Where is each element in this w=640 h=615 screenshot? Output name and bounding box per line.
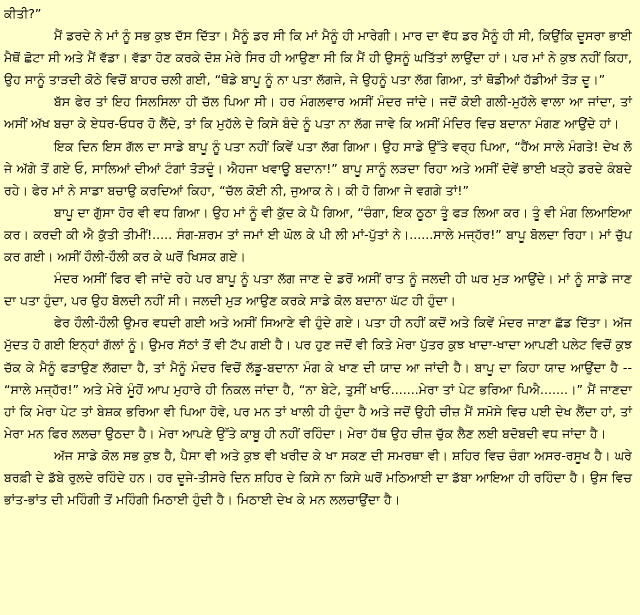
paragraph-5: ਬਾਪੂ ਦਾ ਗੁੱਸਾ ਹੋਰ ਵੀ ਵਧ ਗਿਆ। ਉਹ ਮਾਂ ਨੂੰ ਵੀ ਕੁੱਦ ਕੇ ਪੈ ਗਿਆ, “ਚੰਗਾ, ਇਕ ਠੂਠਾ ਤੂੰ ਫੜ ਲਿਆ ਕਰ। ਤੂੰ ਵੀ ਮੰਗ ਲਿਆਇਆ ਕਰ। ਕਰਦੀ ਕੀ ਐ ਕੁੱਤੀ ਤੀਮੀਂ!..... ਸੰਗ-ਸ਼ਰਮ ਤਾਂ ਜਮਾਂ ਈ ਘੋਲ ਕੇ ਪੀ ਲੀ ਮਾਂ-ਪੁੱਤਾਂ ਨੇ।......ਸਾਲੇ ਮਜ੍ਹੱਰ!” ਬਾਪੂ ਬੋਲਦਾ ਰਿਹਾ। ਮਾਂ ਚੁੱਪ ਕਰ ਗਈ। ਅਸੀਂ ਹੌਲੀ-ਹੌਲੀ ਕਰ ਕੇ ਘਰੋਂ ਖਿਸਕ ਗਏ। [4,204,632,265]
paragraph-6: ਮੰਦਰ ਅਸੀਂ ਫਿਰ ਵੀ ਜਾਂਦੇ ਰਹੇ ਪਰ ਬਾਪੂ ਨੂੰ ਪਤਾ ਲੱਗ ਜਾਣ ਦੇ ਡਰੋਂ ਅਸੀਂ ਰਾਤ ਨੂੰ ਜਲਦੀ ਹੀ ਘਰ ਮੁੜ ਆਉਂਦੇ। ਮਾਂ ਨੂੰ ਸਾਡੇ ਜਾਣ ਦਾ ਪਤਾ ਹੁੰਦਾ, ਪਰ ਉਹ ਬੋਲਦੀ ਨਹੀਂ ਸੀ। ਜਲਦੀ ਮੁੜ ਆਉਣ ਕਰਕੇ ਸਾਡੇ ਕੋਲ ਬਦਾਨਾ ਘੱਟ ਹੀ ਹੁੰਦਾ। [4,271,632,309]
paragraph-4: ਇਕ ਦਿਨ ਇਸ ਗੱਲ ਦਾ ਸਾਡੇ ਬਾਪੂ ਨੂੰ ਪਤਾ ਨਹੀਂ ਕਿਵੇਂ ਪਤਾ ਲੱਗ ਗਿਆ। ਉਹ ਸਾਡੇ ਉੱਤੇ ਵਰ੍ਹ ਪਿਆ, “ਹੈਂਅ ਸਾਲੇ ਮੰਗਤੇ! ਦੇਖ ਲੋ ਜੇ ਅੱਗੇ ਤੋਂ ਗਏ ਓ, ਸਾਲਿਆਂ ਦੀਆਂ ਟੰਗਾਂ ਤੋੜਦੂੰ। ਐਹਜਾ ਖਵਾਊ ਬਦਾਨਾ!” ਬਾਪੂ ਸਾਨੂੰ ਲੜਦਾ ਰਿਹਾ ਅਤੇ ਅਸੀਂ ਦੋਵੇਂ ਭਾਈ ਖੜ੍ਹੇ ਡਰਦੇ ਕੰਬਦੇ ਰਹੇ। ਫੇਰ ਮਾਂ ਨੇ ਸਾਡਾ ਬਚਾਉ ਕਰਦਿਆਂ ਕਿਹਾ, “ਚੱਲ ਕੋਈ ਨੀ, ਜੁਆਕ ਨੇ। ਕੀ ਹੋ ਗਿਆ ਜੇ ਵਗਗੇ ਤਾਂ!” ￼ [4,138,632,198]
paragraph-1: ਕੀਤੀ?”￼ [4,6,42,21]
paragraph-2: ਮੈਂ ਡਰਦੇ ਨੇ ਮਾਂ ਨੂੰ ਸਭ ਕੁਝ ਦੱਸ ਦਿੱਤਾ। ਮੈਨੂੰ ਡਰ ਸੀ ਕਿ ਮਾਂ ਮੈਨੂੰ ਹੀ ਮਾਰੇਗੀ। ਮਾਰ ਦਾ ਵੱਧ ਡਰ ਮੈਨੂੰ ਹੀ ਸੀ, ਕਿਉਂਕਿ ਦੂਸਰਾ ਭਾਈ ਮੈਥੋਂ ਛੋਟਾ ਸੀ ਅਤੇ ਮੈਂ ਵੱਡਾ। ਵੱਡਾ ਹੋਣ ਕਰਕੇ ਦੋਸ਼ ਮੇਰੇ ਸਿਰ ਹੀ ਆਉਣਾ ਸੀ ਕਿ ਮੈਂ ਹੀ ਉਸਨੂੰ ਘਤਿੱਤਾਂ ਲਾਉਂਦਾ ਹਾਂ। ਪਰ ਮਾਂ ਨੇ ਕੁਝ ਨਹੀਂ ਕਿਹਾ, ਉਹ ਸਾਨੂੰ ਤਾੜਦੀ ਕੋਠੇ ਵਿਚੋਂ ਬਾਹਰ ਚਲੀ ਗਈ, “ਥੋਡੇ ਬਾਪੂ ਨੂੰ ਨਾ ਪਤਾ ਲੱਗਜੇ, ਜੇ ਉਹਨੂੰ ਪਤਾ ਲੱਗ ਗਿਆ, ਤਾਂ ਥੋਡੀਆਂ ਹੱਡੀਆਂ ਤੋੜ ਦੂ।” [4,28,632,88]
paragraph-7: ਫੇਰ ਹੌਲੀ-ਹੌਲੀ ਉਮਰ ਵਧਦੀ ਗਈ ਅਤੇ ਅਸੀਂ ਸਿਆਣੇ ਵੀ ਹੁੰਦੇ ਗਏ। ਪਤਾ ਹੀ ਨਹੀਂ ਕਦੋਂ ਅਤੇ ਕਿਵੇਂ ਮੰਦਰ ਜਾਣਾ ਛੱਡ ਦਿੱਤਾ। ਅੱਜ ਮੁੱਦਤ ਹੋ ਗਈ ਇਨ੍ਹਾਂ ਗੱਲਾਂ ਨੂੰ। ਉਮਰ ਸੱਠਾਂ ਤੋਂ ਵੀ ਟੱਪ ਗਈ ਹੈ। ਪਰ ਹੁਣ ਜਦੋਂ ਵੀ ਕਿਤੇ ਮੇਰਾ ਪੁੱਤਰ ਕੁਝ ਖਾਦਾ-ਖਾਦਾ ਆਪਣੀ ਪਲੇਟ ਵਿਚੋਂ ਕੁਝ ਚੱਕ ਕੇ ਮੈਨੂੰ ਫੜਾਉਣ ਲੱਗਦਾ ਹੈ, ਤਾਂ ਮੈਨੂੰ ਮੰਦਰ ਵਿਚੋਂ ਲੱਡੂ-ਬਦਾਨਾ ਮੰਗ ਕੇ ਖਾਣ ਦੀ ਯਾਦ ਆ ਜਾਂਦੀ ਹੈ। ਬਾਪੂ ਦਾ ਕਿਹਾ ਯਾਦ ਆਉਂਦਾ ਹੈ -- “ਸਾਲੇ ਮਜ੍ਹੱਰ!” ਅਤੇ ਮੇਰੇ ਮੂੰਹੋਂ ਆਪ ਮੁਹਾਰੇ ਹੀ ਨਿਕਲ ਜਾਂਦਾ ਹੈ, “ਨਾ ਬੇਟੇ, ਤੁਸੀਂ ਖਾਓ.......ਮੇਰਾ ਤਾਂ ਪੇਟ ਭਰਿਆ ਪਿਐ.......।” ਮੈਂ ਜਾਣਦਾ ਹਾਂ ਕਿ ਮੇਰਾ ਪੇਟ ਤਾਂ ਬੇਸ਼ਕ ਭਰਿਆ ਵੀ ਪਿਆ ਹੋਵੇ, ਪਰ ਮਨ ਤਾਂ ਖਾਲੀ ਹੀ ਹੁੰਦਾ ਹੈ ਅਤੇ ਜਦੋਂ ਉਹੀ ਚੀਜ਼ ਮੈਂ ਸਮੋਸੇ ਵਿਚ ਪਈ ਦੇਖ ਲੈਂਦਾ ਹਾਂ, ਤਾਂ ਮੇਰਾ ਮਨ ਫਿਰ ਲਲਚਾ ਉਠਦਾ ਹੈ। ਮੇਰਾ ਆਪਣੇ ਉੱਤੇ ਕਾਬੂ ਹੀ ਨਹੀਂ ਰਹਿੰਦਾ। ਮੇਰਾ ਹੱਥ ਉਹ ਚੀਜ਼ ਚੁੱਕ ਲੈਣ ਲਈ ਬਦੋਬਦੀ ਵਧ ਜਾਂਦਾ ਹੈ। [4,315,632,441]
paragraph-3: ਬੱਸ ਫੇਰ ਤਾਂ ਇਹ ਸਿਲਸਿਲਾ ਹੀ ਚੱਲ ਪਿਆ ਸੀ। ਹਰ ਮੰਗਲਵਾਰ ਅਸੀਂ ਮੰਦਰ ਜਾਂਦੇ। ਜਦੋਂ ਕੋਈ ਗਲੀ-ਮੁਹੱਲੇ ਵਾਲਾ ਆ ਜਾਂਦਾ, ਤਾਂ ਅਸੀਂ ਅੱਖ ਬਚਾ ਕੇ ਏਧਰ-ਓਧਰ ਹੋ ਲੈਂਦੇ, ਤਾਂ ਕਿ ਮੁਹੱਲੇ ਦੇ ਕਿਸੇ ਬੰਦੇ ਨੂੰ ਪਤਾ ਨਾ ਲੱਗ ਜਾਵੇ ਕਿ ਅਸੀਂ ਮੰਦਿਰ ਵਿਚ ਬਦਾਨਾ ਮੰਗਣ ਆਉਂਦੇ ਹਾਂ। [4,94,632,132]
paragraph-8: ਅੱਜ ਸਾਡੇ ਕੋਲ ਸਭ ਕੁਝ ਹੈ, ਪੈਸਾ ਵੀ ਅਤੇ ਕੁਝ ਵੀ ਖਰੀਦ ਕੇ ਖਾ ਸਕਣ ਦੀ ਸਮਰਥਾ ਵੀ। ਸ਼ਹਿਰ ਵਿਚ ਚੰਗਾ ਅਸਰ-ਰਸੂਖ ਹੈ। ਘਰੇ ਬਰਫ਼ੀ ਦੇ ਡੱਬੇ ਰੁਲਦੇ ਰਹਿੰਦੇ ਹਨ। ਹਰ ਦੂਜੇ-ਤੀਸਰੇ ਦਿਨ ਸ਼ਹਿਰ ਦੇ ਕਿਸੇ ਨਾ ਕਿਸੇ ਘਰੋਂ ਮਠਿਆਈ ਦਾ ਡੱਬਾ ਆਇਆ ਹੀ ਰਹਿੰਦਾ ਹੈ। ਉਸ ਵਿਚ ਭਾਂਤ-ਭਾਂਤ ਦੀ ਮਹਿੰਗੀ ਤੋਂ ਮਹਿੰਗੀ ਮਿਠਾਈ ਹੁੰਦੀ ਹੈ। ਮਿਠਾਈ ਦੇਖ ਕੇ ਮਨ ਲਲਚਾਉਂਦਾ ਹੈ। [4,447,632,508]
